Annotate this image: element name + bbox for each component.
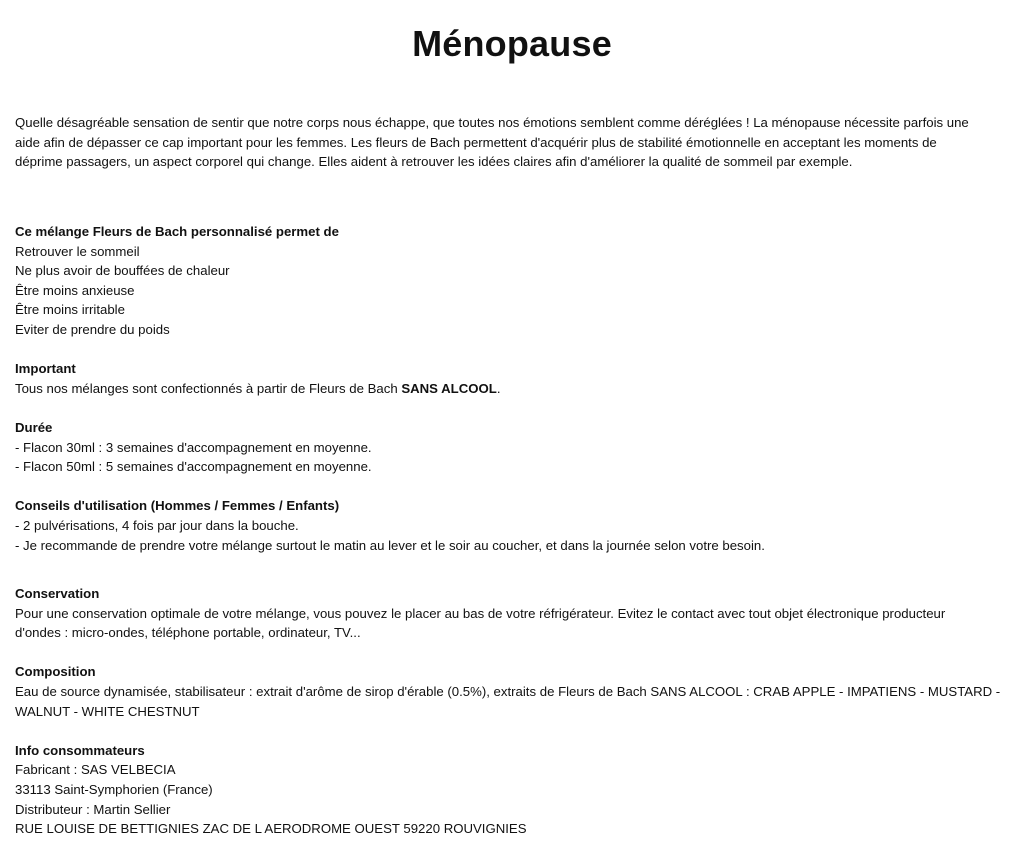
composition-heading: Composition [15, 664, 96, 680]
conservation-line: Pour une conservation optimale de votre mélange, vous pouvez le placer au bas de votre réfrigérateur. Evitez le contact avec tout objet électronique producteur [15, 605, 946, 621]
important-text-suffix: . [496, 380, 501, 396]
conseils-item: - Je recommande de prendre votre mélange surtout le matin au lever et le soir au coucher, et dans la journée selon votre besoin. [15, 537, 765, 553]
important-text-prefix: Tous nos mélanges sont confectionnés à partir de Fleurs de Bach [15, 380, 402, 396]
sans-alcool-emphasis: SANS ALCOOL [401, 380, 497, 396]
info-line: RUE LOUISE DE BETTIGNIES ZAC DE L AERODROME OUEST 59220 ROUVIGNIES [15, 821, 527, 837]
spacer [15, 477, 1010, 497]
spacer [15, 643, 1010, 663]
info-line: 33113 Saint-Symphorien (France) [15, 782, 213, 798]
conservation-heading: Conservation [15, 586, 100, 602]
benefit-item: Ne plus avoir de bouffées de chaleur [15, 263, 230, 279]
info-line: Fabricant : SAS VELBECIA [15, 762, 176, 778]
benefit-item: Retrouver le sommeil [15, 243, 140, 259]
duree-heading: Durée [15, 419, 53, 435]
spacer [15, 340, 1010, 360]
spacer [15, 555, 1010, 584]
details-section [15, 222, 1010, 839]
duree-item: - Flacon 50ml : 5 semaines d'accompagnement en moyenne. [15, 459, 372, 475]
conservation-line: d'ondes : micro-ondes, téléphone portable, ordinateur, TV... [15, 625, 361, 641]
spacer [15, 398, 1010, 418]
important-text [15, 379, 1010, 399]
composition-line: WALNUT - WHITE CHESTNUT [15, 703, 200, 719]
spacer [15, 721, 1010, 741]
page-title: Ménopause [412, 23, 612, 64]
info-line: Distributeur : Martin Sellier [15, 801, 171, 817]
benefit-item: Être moins anxieuse [15, 282, 135, 298]
duree-item: - Flacon 30ml : 3 semaines d'accompagnement en moyenne. [15, 439, 372, 455]
info-heading: Info consommateurs [15, 742, 145, 758]
benefits-heading: Ce mélange Fleurs de Bach personnalisé permet de [15, 224, 339, 239]
benefit-item: Être moins irritable [15, 302, 125, 318]
composition-line: Eau de source dynamisée, stabilisateur : extrait d'arôme de sirop d'érable (0.5%), extraits de Fleurs de Bach SANS ALCOOL : CRAB APPLE - IMPATIENS - MUSTARD - [15, 684, 1001, 700]
important-heading: Important [15, 361, 76, 377]
benefit-item: Eviter de prendre du poids [15, 321, 170, 337]
intro-line: aide afin de dépasser ce cap important pour les femmes. Les fleurs de Bach permettent d'acquérir plus de stabilité émotionnelle en acceptant les moments de [15, 134, 937, 150]
intro-paragraph [15, 113, 1010, 172]
intro-line: Quelle désagréable sensation de sentir que notre corps nous échappe, que toutes nos émotions semblent comme déréglées ! La ménopause nécessite parfois une [15, 115, 969, 130]
conseils-heading: Conseils d'utilisation (Hommes / Femmes / Enfants) [15, 498, 340, 514]
conseils-item: - 2 pulvérisations, 4 fois par jour dans la bouche. [15, 517, 299, 533]
intro-line: déprime passagers, un aspect corporel qui change. Elles aident à retrouver les idées claires afin d'améliorer la qualité de sommeil par exemple. [15, 154, 853, 170]
